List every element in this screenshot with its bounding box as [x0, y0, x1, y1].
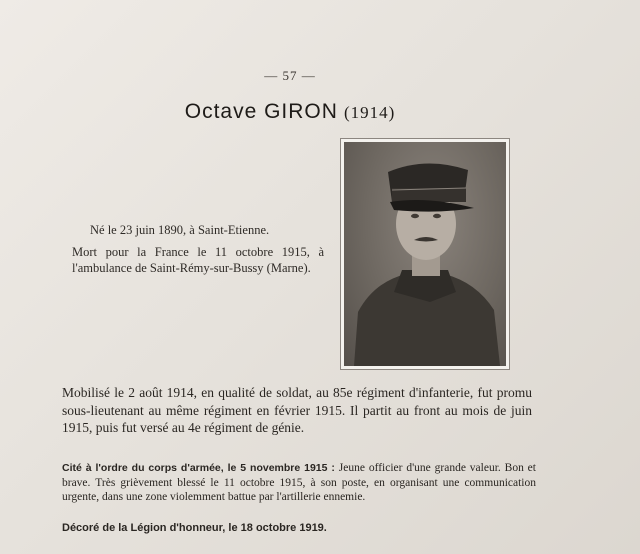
biography-paragraph: Mobilisé le 2 août 1914, en qualité de soldat, au 85e régiment d'infanterie, fut promu sous-lieutenant au même régiment en février 1915. Il partit au front au mois de juin 1915, puis fut versé au 4e régiment de génie.	[62, 385, 532, 435]
portrait-illustration	[344, 142, 506, 366]
citation-text: Jeune officier d'une grande valeur. Bon et brave. Très grièvement blessé le 11 octobre 1915, à son poste, en organisant une communication urgente, dans une zone violemment battue par l'artillerie ennemie.	[62, 462, 536, 504]
decoration-line: Décoré de la Légion d'honneur, le 18 octobre 1919.	[62, 522, 327, 534]
citation-label: Cité à l'ordre du corps d'armée, le 5 novembre 1915 :	[62, 462, 335, 474]
citation-paragraph	[62, 461, 536, 505]
title-year: (1914)	[343, 103, 396, 122]
page-number: — 57 —	[264, 68, 316, 83]
portrait-frame	[340, 138, 510, 370]
birth-info: Né le 23 juin 1890, à Saint-Etienne.	[90, 223, 270, 237]
death-info: Mort pour la France le 11 octobre 1915, à l'ambulance de Saint-Rémy-sur-Bussy (Marne).	[72, 245, 324, 275]
portrait-photo-icon	[344, 142, 506, 366]
soldier-name: Octave GIRON	[184, 100, 338, 123]
page-title	[0, 100, 580, 124]
